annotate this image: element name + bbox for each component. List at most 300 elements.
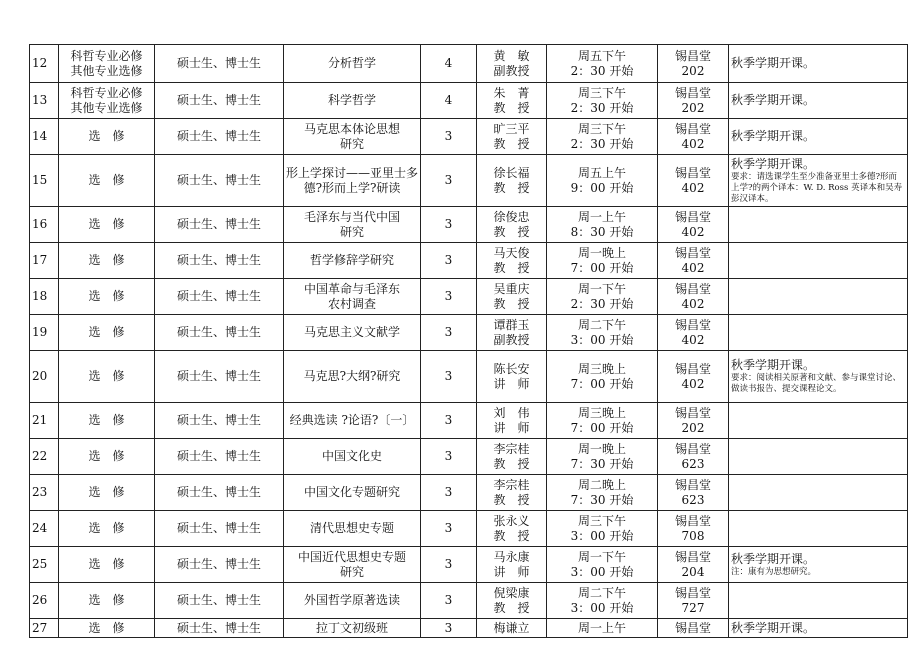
teacher xyxy=(477,155,547,207)
cell-line: 锡昌堂 xyxy=(674,405,711,420)
student-level: 硕士生、博士生 xyxy=(155,351,284,403)
teacher xyxy=(477,119,547,155)
cell-line: 周三下午 xyxy=(577,85,626,100)
table-row xyxy=(30,83,908,119)
table-row xyxy=(30,279,908,315)
cell-line: 7：00 开始 xyxy=(570,420,634,435)
cell-line: 李宗桂 xyxy=(493,441,530,456)
student-level: 硕士生、博士生 xyxy=(155,119,284,155)
credit: 3 xyxy=(421,475,477,511)
cell-line: 副教授 xyxy=(493,63,530,78)
row-number: 17 xyxy=(30,243,59,279)
class-time xyxy=(547,207,658,243)
cell-line: 刘 伟 xyxy=(493,405,530,420)
cell-line: 7：00 开始 xyxy=(570,376,634,391)
classroom xyxy=(658,475,729,511)
cell-line: 教 授 xyxy=(493,600,530,615)
table-row xyxy=(30,403,908,439)
cell-line: 选 修 xyxy=(88,485,125,499)
cell-line: 选 修 xyxy=(88,620,125,635)
course-name xyxy=(284,45,421,83)
course-name xyxy=(284,83,421,119)
cell-line: 锡昌堂 xyxy=(674,620,711,635)
cell-line: 选 修 xyxy=(88,557,125,571)
classroom xyxy=(658,351,729,403)
cell-line: 周二下午 xyxy=(577,317,626,332)
remark xyxy=(729,439,908,475)
remark xyxy=(729,619,908,638)
cell-line: 选 修 xyxy=(88,325,125,339)
row-number: 15 xyxy=(30,155,59,207)
cell-line: 204 xyxy=(681,564,705,579)
cell-line: 周二晚上 xyxy=(577,477,626,492)
student-level: 硕士生、博士生 xyxy=(155,583,284,619)
cell-line: 谭群玉 xyxy=(493,317,530,332)
cell-line: 402 xyxy=(681,332,705,347)
remark xyxy=(729,279,908,315)
course-name xyxy=(284,119,421,155)
cell-line: 马克思主义文献学 xyxy=(303,325,400,339)
teacher xyxy=(477,279,547,315)
classroom xyxy=(658,511,729,547)
cell-line: 科哲专业必修 xyxy=(70,85,143,100)
cell-line: 选 修 xyxy=(88,413,125,427)
credit: 3 xyxy=(421,403,477,439)
cell-line: 讲 师 xyxy=(493,420,530,435)
course-type xyxy=(59,83,155,119)
table-row xyxy=(30,583,908,619)
remark xyxy=(729,315,908,351)
student-level: 硕士生、博士生 xyxy=(155,619,284,638)
teacher xyxy=(477,583,547,619)
remark xyxy=(729,547,908,583)
cell-line: 选 修 xyxy=(88,129,125,143)
remark xyxy=(729,243,908,279)
cell-line: 倪梁康 xyxy=(493,585,530,600)
cell-line: 选 修 xyxy=(88,369,125,383)
course-type xyxy=(59,243,155,279)
cell-line: 清代思想史专题 xyxy=(309,521,394,535)
cell-line: 其他专业选修 xyxy=(70,100,143,115)
class-time xyxy=(547,315,658,351)
cell-line: 教 授 xyxy=(493,100,530,115)
cell-line: 402 xyxy=(681,224,705,239)
cell-line: 选 修 xyxy=(88,217,125,231)
course-name xyxy=(284,155,421,207)
credit: 4 xyxy=(421,83,477,119)
row-number: 20 xyxy=(30,351,59,403)
cell-line: 徐俊忠 xyxy=(493,209,530,224)
classroom xyxy=(658,315,729,351)
cell-line: 202 xyxy=(681,100,705,115)
row-number: 24 xyxy=(30,511,59,547)
table-row xyxy=(30,155,908,207)
classroom xyxy=(658,119,729,155)
course-type xyxy=(59,547,155,583)
cell-line: 德?形而上学?研读 xyxy=(303,180,401,195)
remark-text: 秋季学期开课。 xyxy=(731,56,816,70)
remark-note: 注：康有为思想研究。 xyxy=(731,566,817,577)
cell-line: 中国近代思想史专题 xyxy=(297,549,406,564)
course-name xyxy=(284,511,421,547)
classroom xyxy=(658,547,729,583)
course-name xyxy=(284,475,421,511)
cell-line: 其他专业选修 xyxy=(70,63,143,78)
remark xyxy=(729,155,908,207)
cell-line: 选 修 xyxy=(88,289,125,303)
student-level: 硕士生、博士生 xyxy=(155,475,284,511)
cell-line: 徐长福 xyxy=(493,165,530,180)
remark xyxy=(729,475,908,511)
course-type xyxy=(59,351,155,403)
cell-line: 朱 菁 xyxy=(493,85,530,100)
class-time xyxy=(547,475,658,511)
row-number: 22 xyxy=(30,439,59,475)
cell-line: 旷三平 xyxy=(493,121,530,136)
cell-line: 202 xyxy=(681,63,705,78)
credit: 3 xyxy=(421,315,477,351)
course-name xyxy=(284,583,421,619)
cell-line: 3：00 开始 xyxy=(570,600,634,615)
credit: 3 xyxy=(421,243,477,279)
remark-text: 秋季学期开课。 xyxy=(731,358,816,372)
remark-text: 秋季学期开课。 xyxy=(731,129,816,143)
cell-line: 周三晚上 xyxy=(577,405,626,420)
remark-text: 秋季学期开课。 xyxy=(731,156,816,171)
cell-line: 2：30 开始 xyxy=(570,296,634,311)
cell-line: 8：30 开始 xyxy=(570,224,634,239)
course-name xyxy=(284,243,421,279)
cell-line: 陈长安 xyxy=(493,361,530,376)
student-level: 硕士生、博士生 xyxy=(155,279,284,315)
student-level: 硕士生、博士生 xyxy=(155,155,284,207)
remark-text: 秋季学期开课。 xyxy=(731,93,816,107)
student-level: 硕士生、博士生 xyxy=(155,243,284,279)
cell-line: 锡昌堂 xyxy=(674,549,711,564)
credit: 3 xyxy=(421,155,477,207)
teacher xyxy=(477,475,547,511)
cell-line: 周五上午 xyxy=(577,165,626,180)
classroom xyxy=(658,155,729,207)
cell-line: 选 修 xyxy=(88,449,125,463)
cell-line: 教 授 xyxy=(493,492,530,507)
row-number: 27 xyxy=(30,619,59,638)
classroom xyxy=(658,619,729,638)
cell-line: 周一晚上 xyxy=(577,245,626,260)
cell-line: 锡昌堂 xyxy=(674,48,711,63)
cell-line: 9：00 开始 xyxy=(570,180,634,195)
cell-line: 形上学探讨——亚里士多 xyxy=(286,165,419,180)
course-type xyxy=(59,279,155,315)
row-number: 16 xyxy=(30,207,59,243)
course-type xyxy=(59,475,155,511)
class-time xyxy=(547,403,658,439)
cell-line: 402 xyxy=(681,260,705,275)
cell-line: 教 授 xyxy=(493,456,530,471)
cell-line: 周三晚上 xyxy=(577,361,626,376)
cell-line: 623 xyxy=(681,492,705,507)
cell-line: 中国文化史 xyxy=(321,449,382,463)
course-type xyxy=(59,45,155,83)
cell-line: 3：00 开始 xyxy=(570,564,634,579)
cell-line: 讲 师 xyxy=(493,376,530,391)
cell-line: 中国文化专题研究 xyxy=(303,485,400,499)
table-row xyxy=(30,351,908,403)
table-row xyxy=(30,475,908,511)
table-body xyxy=(30,45,908,638)
remark xyxy=(729,403,908,439)
credit: 3 xyxy=(421,583,477,619)
student-level: 硕士生、博士生 xyxy=(155,315,284,351)
cell-line: 2：30 开始 xyxy=(570,136,634,151)
credit: 4 xyxy=(421,45,477,83)
cell-line: 周二下午 xyxy=(577,585,626,600)
cell-line: 锡昌堂 xyxy=(674,317,711,332)
teacher xyxy=(477,511,547,547)
cell-line: 锡昌堂 xyxy=(674,281,711,296)
cell-line: 教 授 xyxy=(493,296,530,311)
row-number: 18 xyxy=(30,279,59,315)
cell-line: 教 授 xyxy=(493,528,530,543)
cell-line: 讲 师 xyxy=(493,564,530,579)
course-type xyxy=(59,619,155,638)
cell-line: 402 xyxy=(681,180,705,195)
cell-line: 选 修 xyxy=(88,521,125,535)
cell-line: 锡昌堂 xyxy=(674,245,711,260)
course-name xyxy=(284,351,421,403)
cell-line: 623 xyxy=(681,456,705,471)
cell-line: 马克思?大纲?研究 xyxy=(303,369,401,383)
table-row xyxy=(30,207,908,243)
cell-line: 7：30 开始 xyxy=(570,492,634,507)
cell-line: 外国哲学原著选读 xyxy=(303,593,400,607)
classroom xyxy=(658,403,729,439)
cell-line: 周一上午 xyxy=(577,620,626,635)
course-type xyxy=(59,119,155,155)
class-time xyxy=(547,119,658,155)
cell-line: 周一上午 xyxy=(577,209,626,224)
row-number: 12 xyxy=(30,45,59,83)
cell-line: 3：00 开始 xyxy=(570,332,634,347)
course-type xyxy=(59,155,155,207)
cell-line: 锡昌堂 xyxy=(674,209,711,224)
cell-line: 锡昌堂 xyxy=(674,85,711,100)
cell-line: 科学哲学 xyxy=(327,93,376,107)
credit: 3 xyxy=(421,439,477,475)
cell-line: 锡昌堂 xyxy=(674,585,711,600)
cell-line: 2：30 开始 xyxy=(570,100,634,115)
credit: 3 xyxy=(421,547,477,583)
cell-line: 副教授 xyxy=(493,332,530,347)
student-level: 硕士生、博士生 xyxy=(155,45,284,83)
credit: 3 xyxy=(421,207,477,243)
teacher xyxy=(477,403,547,439)
classroom xyxy=(658,279,729,315)
remark xyxy=(729,351,908,403)
course-type xyxy=(59,439,155,475)
remark-note: 要求：请选课学生至少准备亚里士多德?形而上学?的两个译本：W. D. Ross 英译本和吴寿彭汉译本。 xyxy=(731,171,903,204)
cell-line: 张永义 xyxy=(493,513,530,528)
cell-line: 教 授 xyxy=(493,260,530,275)
table-row xyxy=(30,619,908,638)
cell-line: 7：30 开始 xyxy=(570,456,634,471)
class-time xyxy=(547,45,658,83)
cell-line: 锡昌堂 xyxy=(674,477,711,492)
cell-line: 教 授 xyxy=(493,180,530,195)
course-name xyxy=(284,439,421,475)
course-name xyxy=(284,207,421,243)
class-time xyxy=(547,243,658,279)
cell-line: 选 修 xyxy=(88,173,125,187)
remark xyxy=(729,45,908,83)
teacher xyxy=(477,351,547,403)
cell-line: 分析哲学 xyxy=(327,56,376,70)
cell-line: 中国革命与毛泽东 xyxy=(303,281,400,296)
cell-line: 毛泽东与当代中国 xyxy=(303,209,400,224)
remark-note: 要求：阅读相关原著和文献、参与课堂讨论、做读书报告、提交课程论文。 xyxy=(731,373,902,394)
cell-line: 选 修 xyxy=(88,253,125,267)
course-name xyxy=(284,619,421,638)
course-type xyxy=(59,315,155,351)
credit: 3 xyxy=(421,351,477,403)
teacher xyxy=(477,315,547,351)
course-name xyxy=(284,279,421,315)
classroom xyxy=(658,243,729,279)
cell-line: 李宗桂 xyxy=(493,477,530,492)
teacher xyxy=(477,243,547,279)
cell-line: 锡昌堂 xyxy=(674,121,711,136)
cell-line: 马永康 xyxy=(493,549,530,564)
credit: 3 xyxy=(421,279,477,315)
course-schedule-table xyxy=(29,44,908,638)
class-time xyxy=(547,439,658,475)
cell-line: 402 xyxy=(681,136,705,151)
row-number: 25 xyxy=(30,547,59,583)
cell-line: 周五下午 xyxy=(577,48,626,63)
row-number: 21 xyxy=(30,403,59,439)
cell-line: 锡昌堂 xyxy=(674,165,711,180)
cell-line: 708 xyxy=(681,528,705,543)
remark-text: 秋季学期开课。 xyxy=(731,620,816,635)
teacher xyxy=(477,45,547,83)
teacher xyxy=(477,619,547,638)
cell-line: 727 xyxy=(681,600,705,615)
row-number: 14 xyxy=(30,119,59,155)
student-level: 硕士生、博士生 xyxy=(155,511,284,547)
row-number: 19 xyxy=(30,315,59,351)
course-type xyxy=(59,511,155,547)
cell-line: 周三下午 xyxy=(577,513,626,528)
credit: 3 xyxy=(421,511,477,547)
cell-line: 选 修 xyxy=(88,593,125,607)
cell-line: 吴重庆 xyxy=(493,281,530,296)
table-row xyxy=(30,511,908,547)
table-row xyxy=(30,315,908,351)
course-name xyxy=(284,315,421,351)
classroom xyxy=(658,45,729,83)
cell-line: 研究 xyxy=(339,136,364,151)
class-time xyxy=(547,279,658,315)
row-number: 26 xyxy=(30,583,59,619)
teacher xyxy=(477,83,547,119)
cell-line: 202 xyxy=(681,420,705,435)
classroom xyxy=(658,583,729,619)
table-row xyxy=(30,45,908,83)
row-number: 13 xyxy=(30,83,59,119)
course-type xyxy=(59,207,155,243)
cell-line: 2：30 开始 xyxy=(570,63,634,78)
class-time xyxy=(547,583,658,619)
cell-line: 梅谦立 xyxy=(493,620,530,635)
class-time xyxy=(547,619,658,638)
classroom xyxy=(658,439,729,475)
remark-text: 秋季学期开课。 xyxy=(731,551,816,566)
cell-line: 锡昌堂 xyxy=(674,513,711,528)
cell-line: 3：00 开始 xyxy=(570,528,634,543)
cell-line: 锡昌堂 xyxy=(674,361,711,376)
cell-line: 周一下午 xyxy=(577,549,626,564)
class-time xyxy=(547,547,658,583)
cell-line: 拉丁文初级班 xyxy=(315,620,388,635)
course-type xyxy=(59,583,155,619)
remark xyxy=(729,583,908,619)
class-time xyxy=(547,351,658,403)
student-level: 硕士生、博士生 xyxy=(155,207,284,243)
student-level: 硕士生、博士生 xyxy=(155,439,284,475)
cell-line: 周三下午 xyxy=(577,121,626,136)
cell-line: 锡昌堂 xyxy=(674,441,711,456)
teacher xyxy=(477,547,547,583)
table-row xyxy=(30,243,908,279)
cell-line: 科哲专业必修 xyxy=(70,48,143,63)
remark xyxy=(729,83,908,119)
classroom xyxy=(658,207,729,243)
cell-line: 402 xyxy=(681,376,705,391)
teacher xyxy=(477,207,547,243)
cell-line: 黄 敏 xyxy=(493,48,530,63)
student-level: 硕士生、博士生 xyxy=(155,547,284,583)
cell-line: 7：00 开始 xyxy=(570,260,634,275)
table-row xyxy=(30,547,908,583)
credit: 3 xyxy=(421,619,477,638)
class-time xyxy=(547,511,658,547)
cell-line: 周一晚上 xyxy=(577,441,626,456)
table-row xyxy=(30,439,908,475)
course-type xyxy=(59,403,155,439)
cell-line: 教 授 xyxy=(493,136,530,151)
class-time xyxy=(547,83,658,119)
remark xyxy=(729,511,908,547)
classroom xyxy=(658,83,729,119)
credit: 3 xyxy=(421,119,477,155)
cell-line: 农村调查 xyxy=(327,296,376,311)
remark xyxy=(729,119,908,155)
teacher xyxy=(477,439,547,475)
cell-line: 经典选读 ?论语?〔一〕 xyxy=(289,413,415,427)
cell-line: 哲学修辞学研究 xyxy=(309,253,394,267)
cell-line: 周一下午 xyxy=(577,281,626,296)
course-name xyxy=(284,403,421,439)
remark xyxy=(729,207,908,243)
cell-line: 研究 xyxy=(339,224,364,239)
cell-line: 教 授 xyxy=(493,224,530,239)
class-time xyxy=(547,155,658,207)
row-number: 23 xyxy=(30,475,59,511)
student-level: 硕士生、博士生 xyxy=(155,403,284,439)
cell-line: 马克思本体论思想 xyxy=(303,121,400,136)
cell-line: 402 xyxy=(681,296,705,311)
cell-line: 马天俊 xyxy=(493,245,530,260)
